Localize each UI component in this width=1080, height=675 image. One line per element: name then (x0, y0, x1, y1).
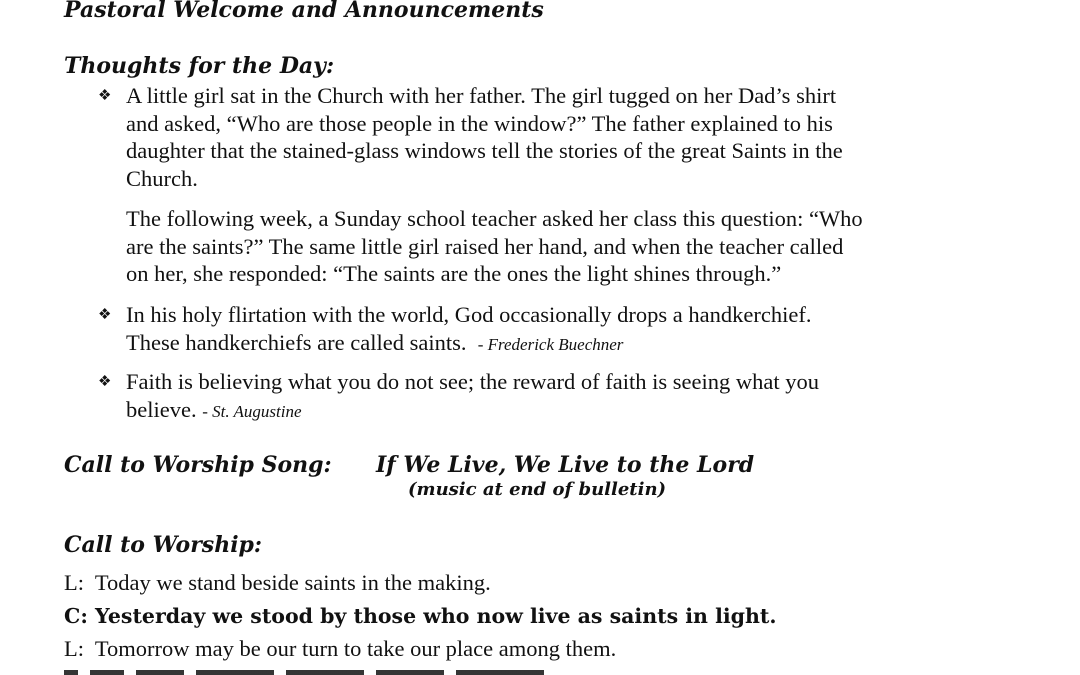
response-line-1 (64, 568, 491, 598)
diamond-bullet-icon: ❖ (98, 86, 112, 104)
thought-3-attribution: - St. Augustine (202, 401, 302, 421)
diamond-bullet-icon: ❖ (98, 372, 112, 390)
thought-1-line-4: Church. (126, 165, 198, 191)
thought-3-text: believe. (126, 396, 197, 422)
thought-2-text: These handkerchiefs are called saints. (126, 329, 467, 355)
thought-1-line-1: A little girl sat in the Church with her father. The girl tugged on her Dad’s shirt (126, 83, 837, 108)
call-song-title: If We Live, We Live to the Lord (376, 452, 755, 478)
thought-1-line-3: daughter that the stained-glass windows tell the stories of the great Saints in the (126, 138, 843, 163)
response-line-2 (64, 601, 777, 631)
thought-1c-line-3: on her, she responded: “The saints are the ones the light shines through.” (126, 261, 782, 286)
response-text: Today we stand beside saints in the making. (94, 570, 491, 595)
thought-item-1 (126, 82, 1008, 192)
thought-1c-line-2: are the saints?” The same little girl raised her hand, and when the teacher called (126, 233, 844, 259)
cut-off-next-line (64, 668, 544, 675)
diamond-bullet-icon: ❖ (98, 305, 112, 323)
call-song-label: Call to Worship Song: (64, 452, 332, 478)
thought-item-3 (126, 368, 1008, 425)
welcome-heading: Pastoral Welcome and Announcements (64, 0, 544, 23)
thought-1-line-2: and asked, “Who are those people in the window?” The father explained to his (126, 110, 833, 136)
thought-item-1-continued (126, 205, 1008, 288)
call-heading: Call to Worship: (64, 532, 263, 558)
thought-1c-line-1: The following week, a Sunday school teacher asked her class this question: “Who (126, 206, 863, 231)
thoughts-heading: Thoughts for the Day: (64, 53, 335, 79)
response-text: Tomorrow may be our turn to take our place among them. (94, 636, 617, 661)
response-text: Yesterday we stood by those who now live as saints in light. (95, 604, 777, 628)
thought-3-line-1: Faith is believing what you do not see; the reward of faith is seeing what you (126, 369, 819, 394)
thought-item-2 (126, 301, 1008, 358)
thought-2-line-2 (126, 329, 1008, 359)
thought-2-attribution: - Frederick Buechner (477, 334, 624, 354)
call-song-note: (music at end of bulletin) (408, 479, 667, 500)
speaker-label: L: (64, 636, 84, 661)
response-line-3 (64, 634, 616, 664)
thought-2-line-1: In his holy flirtation with the world, God occasionally drops a handkerchief. (126, 302, 812, 327)
speaker-label: L: (64, 570, 84, 595)
thought-3-line-2 (126, 396, 1008, 426)
speaker-label: C: (64, 604, 88, 628)
